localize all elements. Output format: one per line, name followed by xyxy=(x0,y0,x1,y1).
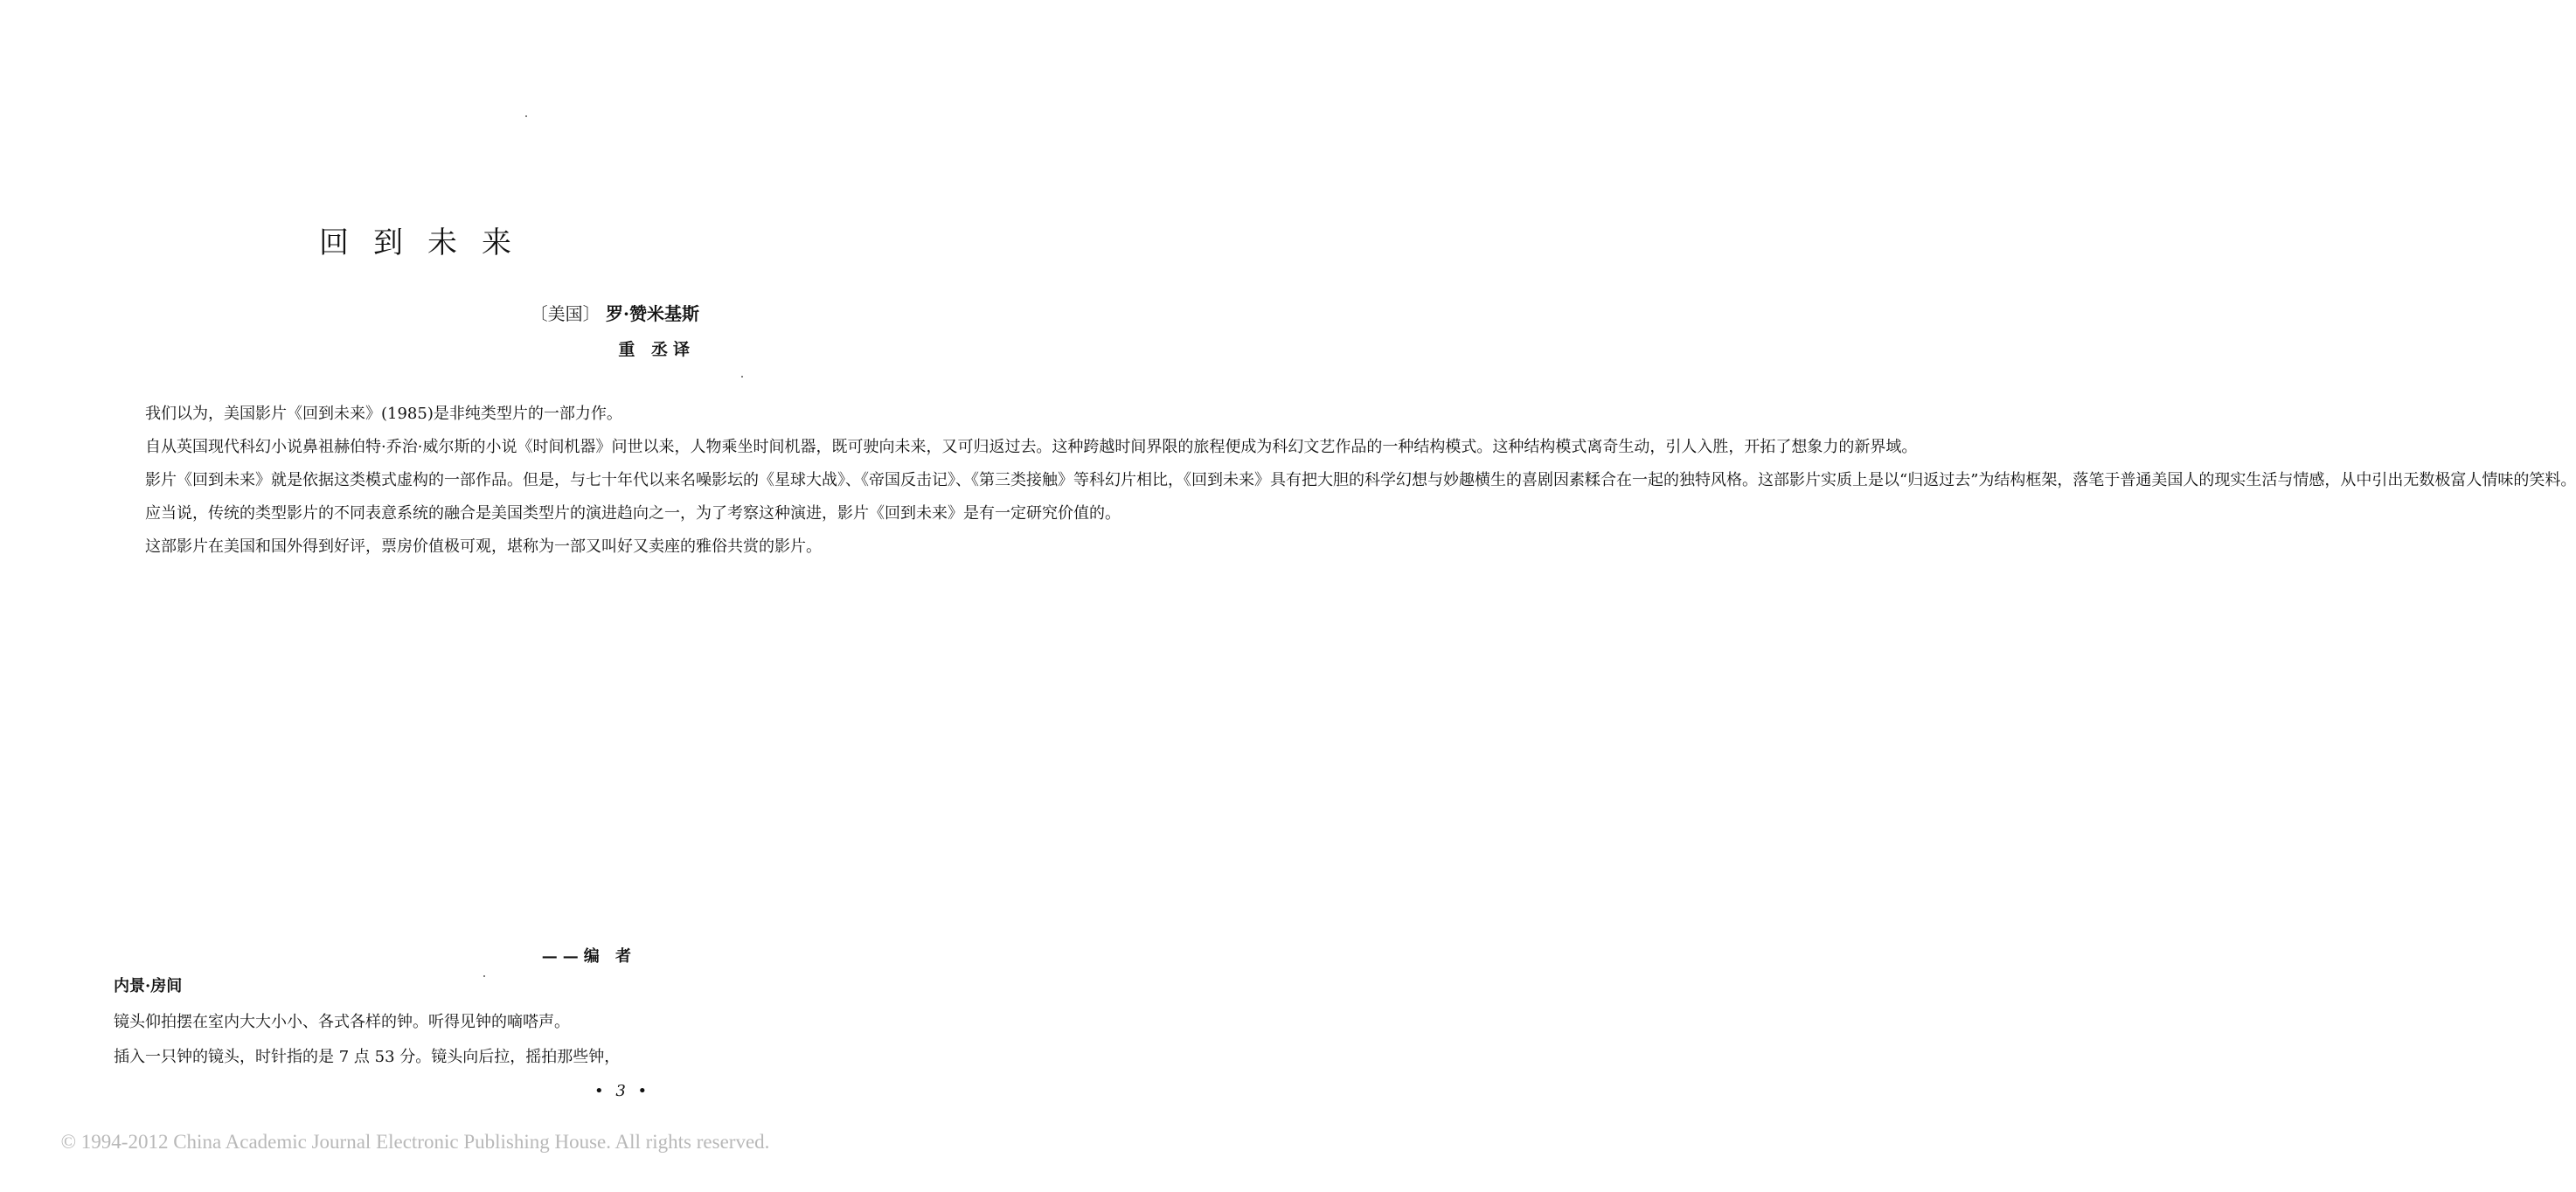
script-line: 插入一只钟的镜头，时针指的是 7 点 53 分。镜头向后拉，摇拍那些钟， xyxy=(114,1048,621,1066)
preface-paragraph: 应当说，传统的类型影片的不同表意系统的融合是美国类型片的演进趋向之一，为了考察这种演进，影片《回到未来》是有一定研究价值的。 xyxy=(145,504,1121,523)
preface-paragraph: 影片《回到未来》就是依据这类模式虚构的一部作品。但是，与七十年代以来名噪影坛的《星球大战》、《帝国反击记》、《第三类接触》等科幻片相比，《回到未来》具有把大胆的科学幻想与妙趣横生的喜剧因素糅合在一起的独特风格。这部影片实质上是以“归返过去”为结构框架，落笔于普通美国人的现实生活与情感，从中引出无数极富人情味的笑料。 xyxy=(145,471,2576,489)
article-title: 回到未来 xyxy=(319,225,536,260)
page-number: • 3 • xyxy=(594,1082,651,1100)
preface-paragraph: 自从英国现代科幻小说鼻祖赫伯特·乔治·威尔斯的小说《时间机器》问世以来，人物乘坐时间机器，既可驶向未来，又可归返过去。这种跨越时间界限的旅程便成为科幻文艺作品的一种结构模式。这种结构模式离奇生动，引人入胜，开拓了想象力的新界域。 xyxy=(145,438,1918,456)
preface-paragraph: 我们以为，美国影片《回到未来》(1985)是非纯类型片的一部力作。 xyxy=(145,405,622,423)
editor-signature: ——编 者 xyxy=(541,947,636,966)
script-line: 镜头仰拍摆在室内大大小小、各式各样的钟。听得见钟的嘀嗒声。 xyxy=(114,1013,570,1031)
scan-speck xyxy=(483,975,485,977)
script-body xyxy=(114,1005,699,1075)
copyright-watermark: © 1994-2012 China Academic Journal Electronic Publishing House. All rights reserved. xyxy=(60,1131,770,1153)
preface-paragraph: 这部影片在美国和国外得到好评，票房价值极可观，堪称为一部又叫好又卖座的雅俗共赏的影片。 xyxy=(145,537,822,556)
editor-preface xyxy=(114,398,2576,564)
translator-line: 重 丞译 xyxy=(618,340,695,359)
author-country: 〔美国〕 xyxy=(530,303,601,324)
scene-heading: 内景·房间 xyxy=(114,977,183,995)
scan-speck xyxy=(525,115,527,117)
author-line xyxy=(531,300,699,325)
scan-speck xyxy=(741,376,743,378)
author-name: 罗·赞米基斯 xyxy=(606,303,699,324)
